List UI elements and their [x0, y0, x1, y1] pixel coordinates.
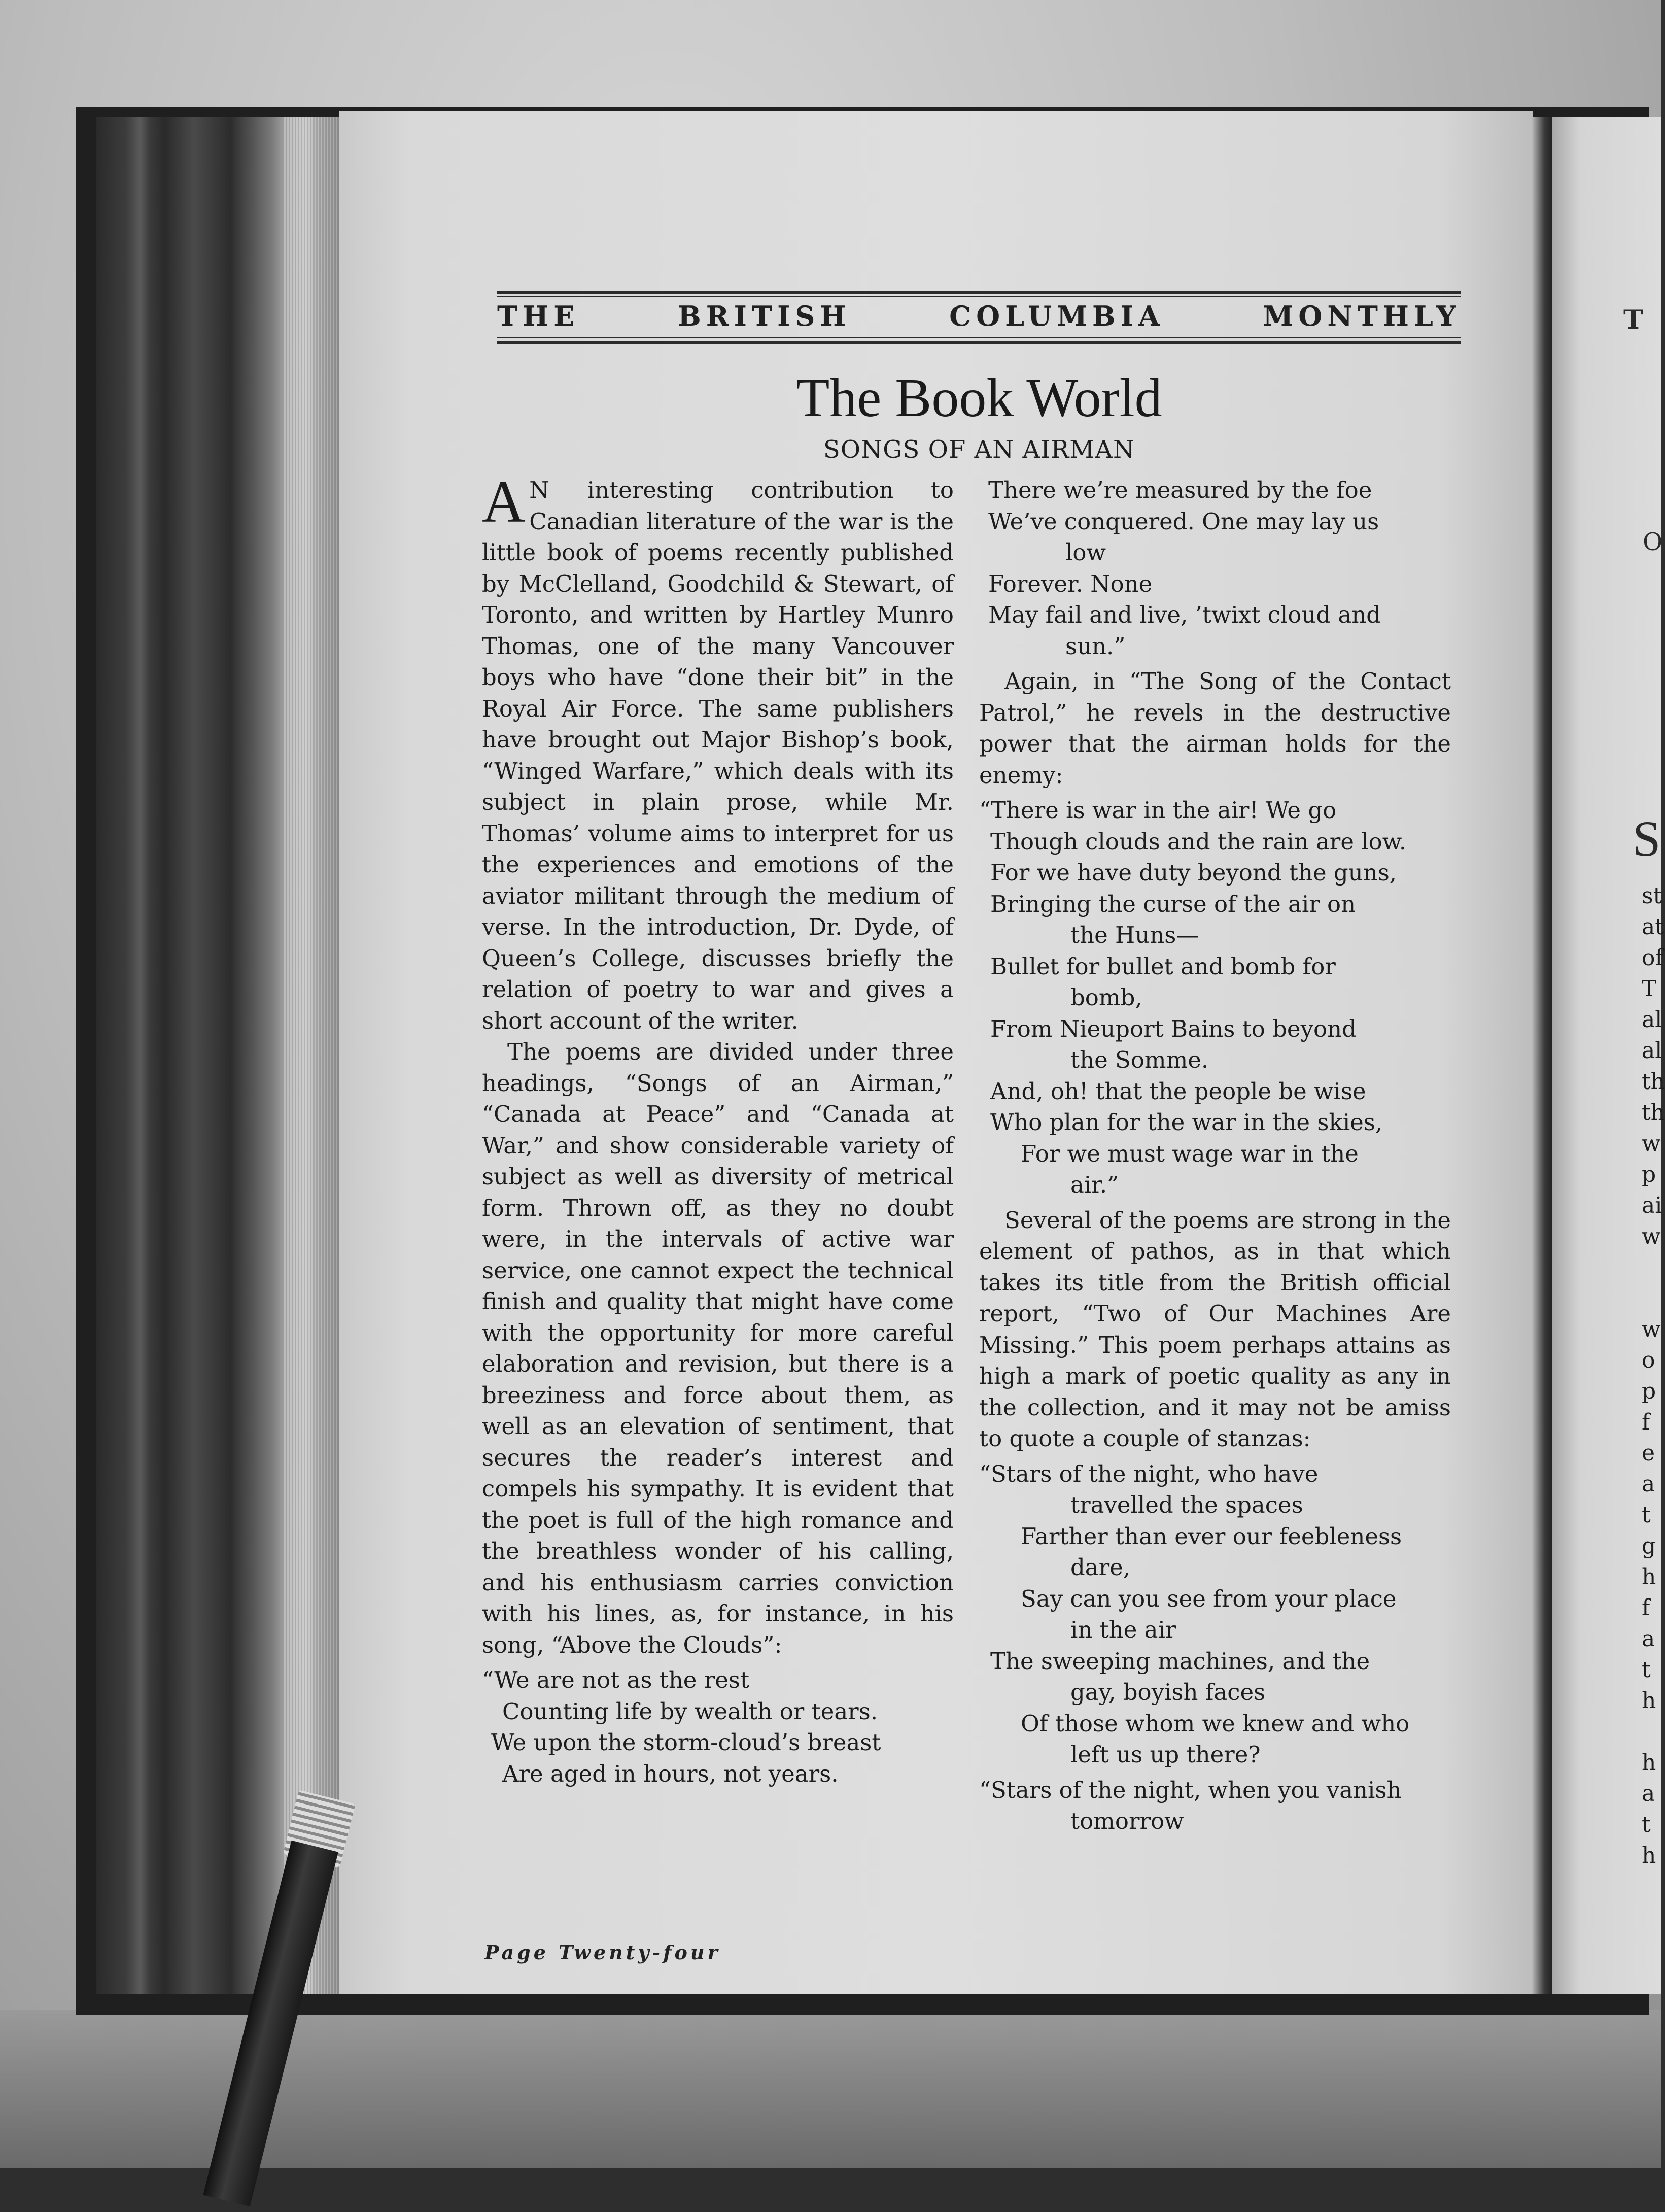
paragraph-3: Again, in “The Song of the Contact Patrol,” he revels in the destructive power that the airman holds for the enemy: — [979, 668, 1451, 789]
verse-line: the Huns— — [1070, 922, 1199, 948]
right-page-letter-fragment: h — [1642, 1688, 1656, 1714]
page-edges — [284, 117, 340, 1994]
right-page-masthead-fragment: T — [1623, 304, 1643, 335]
masthead-rule-bottom — [497, 341, 1461, 344]
right-page-letter-fragment: st — [1642, 883, 1662, 909]
verse-line: We upon the storm-cloud’s breast — [491, 1729, 881, 1756]
verse-line: Bullet for bullet and bomb for — [990, 952, 1336, 980]
masthead-rule-bottom-thin — [497, 337, 1461, 338]
verse-line: There we’re measured by the foe — [988, 477, 1372, 503]
verse-line: From Nieuport Bains to beyond — [990, 1015, 1357, 1042]
right-page-letter-fragment: w — [1642, 1223, 1661, 1249]
masthead-word: BRITISH — [678, 300, 851, 332]
right-page-letter-fragment: T — [1642, 976, 1657, 1002]
verse-line: Counting life by wealth or tears. — [502, 1697, 878, 1725]
article-subtitle: SONGS OF AN AIRMAN — [823, 435, 1135, 464]
verse-above-the-clouds — [482, 1664, 954, 1789]
verse-line: “Stars of the night, when you vanish — [979, 1776, 1402, 1803]
right-page-letter-fragment: g — [1642, 1533, 1656, 1559]
right-page-letter-fragment: e — [1642, 1440, 1655, 1466]
verse-line: The sweeping machines, and the — [990, 1647, 1370, 1675]
verse-contact-patrol — [979, 795, 1451, 1201]
right-page-letter-fragment: p — [1642, 1162, 1656, 1187]
right-page-letter-fragment: th — [1642, 1069, 1665, 1095]
verse-two-machines — [979, 1458, 1451, 1771]
right-page-letter-fragment: th — [1642, 1100, 1665, 1126]
verse-line: Who plan for the war in the skies, — [990, 1109, 1383, 1136]
right-page-letter-fragment: w — [1642, 1131, 1661, 1156]
paragraph-1-text: interesting contribution to Canadian literature of the war is the little book of poems recently published by McClelland, Goodchild & Stewart, of Toronto, and written by Hartley Munro Thomas, one of the many Vancouver boys who have “done their bit” in the Royal Air Force. The same publishers have brought out Major Bishop’s book, “Winged Warfare,” which deals with its subject in plain prose, while Mr. Thomas’ volume aims to interpret for us the experiences and emotions of the aviator militant through the medium of verse. In the introduction, Dr. Dyde, of Queen’s College, discusses briefly the relation of poetry to war and gives a short account of the writer. — [482, 477, 954, 1034]
verse-line: left us up there? — [1070, 1741, 1261, 1768]
masthead-word: COLUMBIA — [949, 300, 1165, 332]
right-page-letter-fragment: h — [1642, 1843, 1656, 1868]
right-page-letter-fragment: at — [1642, 914, 1664, 940]
right-page-letter-fragment: w — [1642, 1316, 1661, 1342]
masthead-rule-top-thin — [497, 296, 1461, 297]
right-page-letter-fragment: t — [1642, 1657, 1651, 1683]
right-page-letter-fragment: h — [1642, 1564, 1656, 1590]
drop-cap-rest: N — [529, 477, 550, 503]
article-title: The Book World — [796, 368, 1162, 428]
verse-line: “There is war in the air! We go — [979, 797, 1337, 824]
right-column — [979, 474, 1451, 1841]
verse-line: Farther than ever our feebleness — [1021, 1522, 1402, 1550]
verse-line: Of those whom we knew and who — [1021, 1710, 1410, 1737]
right-page-letter-fragment: a — [1642, 1471, 1655, 1497]
verse-line: travelled the spaces — [1070, 1491, 1303, 1518]
drop-cap: A — [482, 468, 526, 535]
verse-line: sun.” — [1065, 632, 1126, 660]
paragraph-4: Several of the poems are strong in the element of pathos, as in that which takes its title from the British official report, “Two of Our Machines Are Missing.” This poem perhaps attains as high a mark of poetic quality as any in the collection, and it may not be amiss to quote a couple of stanzas: — [979, 1206, 1451, 1452]
verse-line: “Stars of the night, who have — [979, 1460, 1319, 1487]
paragraph-1 — [482, 468, 954, 1036]
verse-line: “We are not as the rest — [482, 1666, 750, 1693]
verse-line: bomb, — [1070, 984, 1142, 1011]
right-page-fragment-o: O — [1643, 528, 1663, 556]
verse-line: Forever. None — [988, 570, 1153, 597]
verse-line: May fail and live, ’twixt cloud and — [988, 601, 1381, 628]
right-page-letter-fragment: a — [1642, 1626, 1655, 1652]
right-page-letter-fragment: f — [1642, 1409, 1650, 1435]
verse-line: For we have duty beyond the guns, — [990, 859, 1397, 886]
verse-line: Are aged in hours, not years. — [502, 1760, 839, 1787]
right-page-letter-fragment: t — [1642, 1812, 1651, 1837]
verse-line: tomorrow — [1070, 1808, 1184, 1834]
right-page-letter-fragment: a — [1642, 1781, 1655, 1807]
left-column — [482, 468, 954, 1793]
verse-line: air.” — [1070, 1171, 1119, 1198]
verse-line: dare, — [1070, 1554, 1131, 1581]
verse-line: the Somme. — [1070, 1046, 1209, 1073]
right-page-letter-fragment: o — [1642, 1347, 1655, 1373]
right-page-heading-fragment: S — [1633, 810, 1661, 867]
masthead-word: THE — [497, 300, 580, 332]
masthead — [497, 298, 1461, 334]
book-gutter — [1532, 117, 1554, 1994]
verse-line: We’ve conquered. One may lay us — [988, 507, 1379, 535]
verse-line: gay, boyish faces — [1070, 1679, 1266, 1706]
right-page-letter-fragment: h — [1642, 1750, 1656, 1776]
paragraph-2: The poems are divided under three headings, “Songs of an Airman,” “Canada at Peace” and “Canada at War,” and show considerable variety of subject as well as diversity of metrical form. Thrown off, as they no doubt were, in the intervals of active war service, one cannot expect the technical finish and quality that might have come with the opportunity for more careful elaboration and revision, but there is a breeziness and force about them, as well as an elevation of sentiment, that secures the reader’s interest and compels his sympathy. It is evident that the poet is full of the high romance and the breathless wonder of his calling, and his enthusiasm carries conviction with his lines, as, for instance, in his song, “Above the Clouds”: — [482, 1038, 954, 1658]
right-page-letter-fragment: al — [1642, 1038, 1662, 1064]
verse-two-machines-second — [979, 1775, 1451, 1837]
verse-line: For we must wage war in the — [1021, 1140, 1359, 1167]
right-page-letter-fragment: of — [1642, 945, 1663, 971]
masthead-word: MONTHLY — [1263, 300, 1461, 332]
right-page-letter-fragment: p — [1642, 1378, 1656, 1404]
verse-above-the-clouds-cont — [979, 474, 1451, 662]
verse-line: Bringing the curse of the air on — [990, 890, 1356, 917]
right-page-letter-fragment: al — [1642, 1007, 1662, 1033]
verse-line: Say can you see from your place — [1021, 1585, 1397, 1612]
verse-line: low — [1065, 539, 1106, 566]
right-page-letter-fragment: f — [1642, 1595, 1650, 1621]
page-number: Page Twenty-four — [484, 1941, 721, 1964]
verse-line: in the air — [1070, 1616, 1176, 1643]
verse-line: And, oh! that the people be wise — [990, 1077, 1366, 1105]
masthead-rule-top — [497, 291, 1461, 294]
right-page-letter-fragment: t — [1642, 1502, 1651, 1528]
right-page-letter-fragment: ai — [1642, 1193, 1662, 1218]
verse-line: Though clouds and the rain are low. — [990, 828, 1407, 855]
